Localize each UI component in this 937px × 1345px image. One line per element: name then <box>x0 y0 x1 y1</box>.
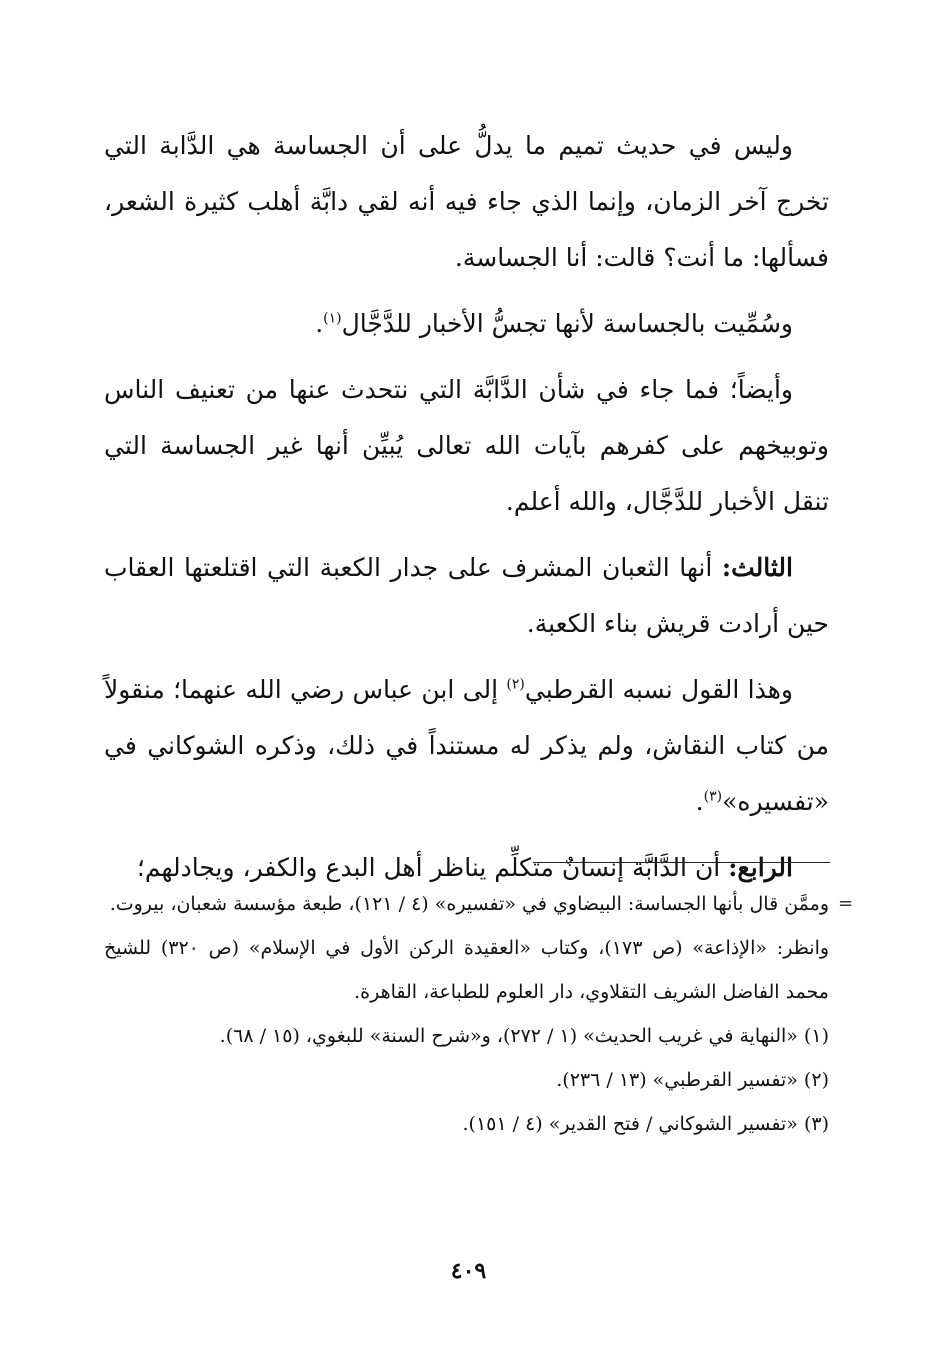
page-number: ٤٠٩ <box>450 1258 487 1284</box>
paragraph-3: وأيضاً؛ فما جاء في شأن الدَّابَّة التي نتحدث عنها من تعنيف الناس وتوبيخهم على كفرهم بآيات الله تعالى يُبيِّن أنها غير الجساسة التي تنقل الأخبار للدَّجَّال، والله أعلم. <box>104 375 829 516</box>
footnote-2: (٢) «تفسير القرطبي» (١٣ / ٢٣٦). <box>556 1069 829 1091</box>
footnote-continuation-mark: = <box>838 893 854 914</box>
footnote-ref-2: (٢) <box>506 676 525 693</box>
paragraph-1: وليس في حديث تميم ما يدلُّ على أن الجساسة هي الدَّابة التي تخرج آخر الزمان، وإنما الذي جاء فيه أنه لقي دابَّة أهلب كثيرة الشعر، فسألها: ما أنت؟ قالت: أنا الجساسة. <box>104 131 829 272</box>
paragraph-2-end: . <box>315 309 324 338</box>
paragraph-4-heading: الثالث: <box>721 553 793 582</box>
paragraph-5-text-a: وهذا القول نسبه القرطبي <box>524 675 793 704</box>
paragraph-6-text: أن الدَّابَّة إنسانٌ متكلِّم يناظر أهل البدع والكفر، ويجادلهم؛ <box>136 853 729 882</box>
paragraph-4 <box>104 540 829 652</box>
paragraph-5-text-b: إلى ابن عباس رضي الله عنهما؛ منقولاً من كتاب النقاش، ولم يذكر له مستنداً في ذلك، وذكره الشوكاني في «تفسيره» <box>104 675 829 816</box>
footnote-continuation-2: وانظر: «الإذاعة» (ص ١٧٣)، وكتاب «العقيدة الركن الأول في الإسلام» (ص ٣٢٠) للشيخ محمد الفاضل الشريف التقلاوي، دار العلوم للطباعة، القاهرة. <box>104 937 830 1003</box>
footnotes <box>104 882 829 1146</box>
footnote-ref-3: (٣) <box>703 788 723 805</box>
paragraph-2 <box>104 296 829 352</box>
paragraph-6-heading: الرابع: <box>728 853 793 882</box>
paragraph-2-text: وسُمِّيت بالجساسة لأنها تجسُّ الأخبار للدَّجَّال <box>341 309 793 338</box>
paragraph-5 <box>104 662 829 830</box>
paragraph-5-end: . <box>695 787 704 816</box>
footnote-ref-1: (١) <box>323 310 342 327</box>
main-text <box>104 118 829 906</box>
footnote-continuation-1: وممَّن قال بأنها الجساسة: البيضاوي في «تفسيره» (٤ / ١٢١)، طبعة مؤسسة شعبان، بيروت. <box>109 893 829 915</box>
footnote-1: (١) «النهاية في غريب الحديث» (١ / ٢٧٢)، و«شرح السنة» للبغوي، (١٥ / ٦٨). <box>219 1025 829 1047</box>
footnote-divider <box>533 862 830 863</box>
paragraph-4-text: أنها الثعبان المشرف على جدار الكعبة التي اقتلعتها العقاب حين أرادت قريش بناء الكعبة. <box>104 553 829 638</box>
footnote-3: (٣) «تفسير الشوكاني / فتح القدير» (٤ / ١٥١). <box>462 1113 829 1135</box>
